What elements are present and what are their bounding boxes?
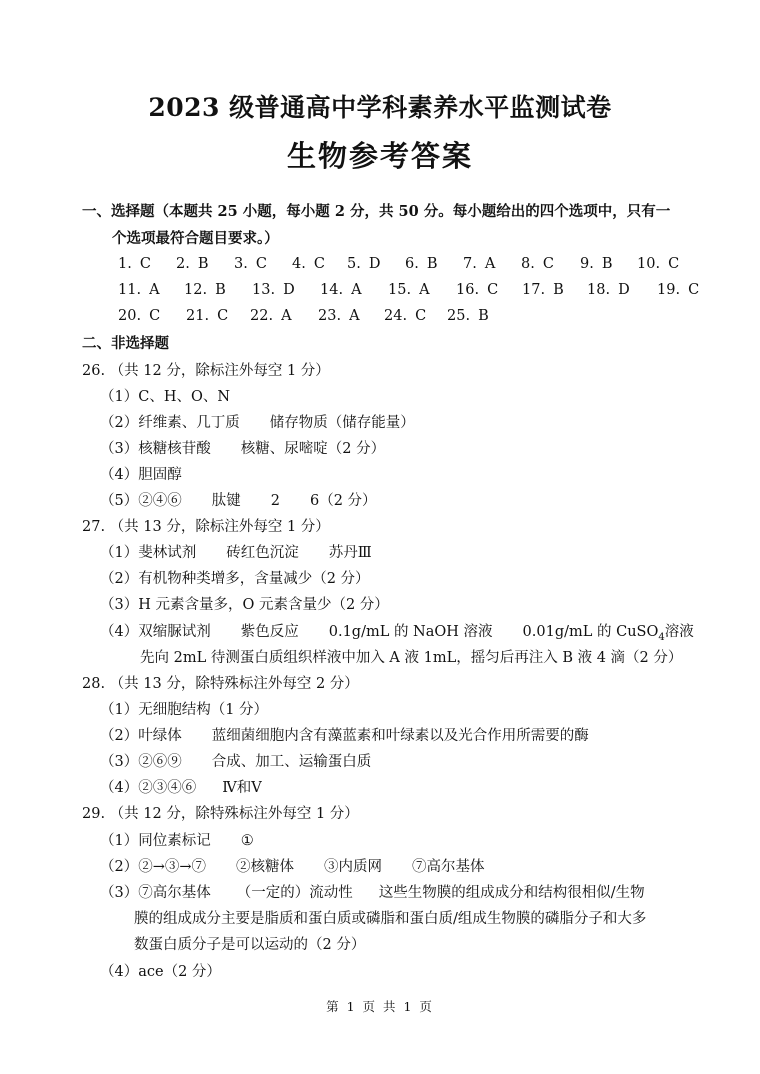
mc-question-number: 8. (521, 256, 535, 272)
mc-question-number: 11. (118, 282, 142, 298)
mc-answer-letter: C (217, 308, 229, 324)
mc-answer-letter: B (215, 282, 226, 298)
mc-answer-letter: C (139, 256, 151, 272)
mc-answer (637, 256, 679, 272)
q27-answer-4-cont: 先向 2mL 待测蛋白质组织样液中加入 A 液 1mL，摇匀后再注入 B 液 4 滴（2 分） (140, 650, 683, 666)
mc-question-number: 5. (347, 256, 361, 272)
mc-answer (186, 308, 228, 324)
mc-question-number: 10. (637, 256, 661, 272)
mc-answer (184, 282, 226, 298)
q28-answer-4: （4）②③④⑥ Ⅳ和Ⅴ (100, 780, 262, 796)
mc-answer-letter: A (281, 308, 292, 324)
mc-answer (384, 308, 426, 324)
mc-answer (347, 256, 380, 272)
q26-answer-5: （5）②④⑥ 肽键 2 6（2 分） (100, 493, 377, 509)
q29-answer-4: （4）ace（2 分） (100, 964, 221, 980)
mc-question-number: 9. (580, 256, 594, 272)
mc-answer-letter: C (149, 308, 161, 324)
mc-question-number: 15. (388, 282, 412, 298)
mc-answer-letter: D (618, 282, 630, 298)
q27-answer-3: （3）H 元素含量多，O 元素含量少（2 分） (100, 597, 389, 613)
q28-answer-2: （2）叶绿体 蓝细菌细胞内含有藻蓝素和叶绿素以及光合作用所需要的酶 (100, 728, 589, 744)
q28-header: 28. （共 13 分，除特殊标注外每空 2 分） (82, 676, 359, 692)
q27-answer-4: （4）双缩脲试剂 紫色反应 0.1g/mL 的 NaOH 溶液 0.01g/mL 的 CuSO$_4$溶液 (100, 624, 694, 643)
mc-answer (587, 282, 630, 298)
q29-answer-1: （1）同位素标记 ① (100, 833, 254, 849)
mc-question-number: 4. (292, 256, 306, 272)
mc-answer-letter: C (688, 282, 700, 298)
mc-question-number: 3. (234, 256, 248, 272)
mc-answer-letter: C (668, 256, 680, 272)
mc-question-number: 24. (384, 308, 408, 324)
mc-answer (118, 308, 160, 324)
mc-question-number: 20. (118, 308, 142, 324)
mc-answer-letter: B (426, 256, 438, 272)
q26-answer-4: （4）胆固醇 (100, 467, 182, 483)
mc-answer (118, 256, 151, 272)
mc-answer (405, 256, 438, 272)
q28-answer-1: （1）无细胞结构（1 分） (100, 702, 269, 718)
mc-answer-letter: C (415, 308, 427, 324)
mc-answer (388, 282, 430, 298)
mc-answer-letter: A (484, 256, 496, 272)
mc-question-number: 17. (522, 282, 546, 298)
q27-answer-2: （2）有机物种类增多，含量减少（2 分） (100, 571, 370, 587)
mc-question-number: 21. (186, 308, 210, 324)
mc-answer-letter: C (542, 256, 554, 272)
q27-answer-1: （1）斐林试剂 砖红色沉淀 苏丹Ⅲ (100, 545, 372, 561)
mc-answer-letter: B (197, 256, 209, 272)
mc-answer-letter: D (368, 256, 381, 272)
mc-answer-letter: D (283, 282, 295, 298)
mc-answer (234, 256, 267, 272)
q26-answer-3: （3）核糖核苷酸 核糖、尿嘧啶（2 分） (100, 441, 386, 457)
mc-question-number: 22. (250, 308, 274, 324)
mc-question-number: 23. (318, 308, 342, 324)
mc-answer (118, 282, 160, 298)
mc-answer-letter: C (313, 256, 325, 272)
q26-answer-2: （2）纤维素、几丁质 储存物质（储存能量） (100, 415, 415, 431)
mc-question-number: 2. (176, 256, 190, 272)
section1-heading-cont: 个选项最符合题目要求。） (112, 230, 279, 247)
mc-question-number: 19. (657, 282, 681, 298)
mc-answer-letter: C (255, 256, 267, 272)
mc-question-number: 1. (118, 256, 132, 272)
mc-answer (522, 282, 564, 298)
mc-answer-letter: B (553, 282, 564, 298)
mc-answer (657, 282, 699, 298)
mc-question-number: 6. (405, 256, 419, 272)
q29-answer-3: （3）⑦高尔基体 （一定的）流动性 这些生物膜的组成成分和结构很相似/生物 (100, 885, 645, 901)
mc-answer-letter: A (419, 282, 430, 298)
q28-answer-3: （3）②⑥⑨ 合成、加工、运输蛋白质 (100, 754, 372, 770)
q27-header: 27. （共 13 分，除标注外每空 1 分） (82, 519, 330, 535)
q29-answer-3-cont1: 膜的组成成分主要是脂质和蛋白质或磷脂和蛋白质/组成生物膜的磷脂分子和大多 (134, 911, 647, 927)
mc-question-number: 13. (252, 282, 276, 298)
q29-answer-3-cont2: 数蛋白质分子是可以运动的（2 分） (134, 937, 366, 953)
q29-header: 29. （共 12 分，除特殊标注外每空 1 分） (82, 806, 359, 822)
section1-heading: 一、选择题（本题共 25 小题，每小题 2 分，共 50 分。每小题给出的四个选项中，只有一 (82, 203, 671, 220)
mc-answer (463, 256, 495, 272)
mc-question-number: 25. (447, 308, 471, 324)
mc-question-number: 16. (456, 282, 480, 298)
mc-question-number: 18. (587, 282, 611, 298)
q26-answer-1: （1）C、H、O、N (100, 389, 231, 405)
mc-answer-letter: A (149, 282, 160, 298)
section2-heading: 二、非选择题 (82, 335, 169, 352)
mc-answer (252, 282, 295, 298)
mc-answer (292, 256, 325, 272)
answer-key-title: 生物参考答案 (286, 139, 473, 173)
mc-answer (320, 282, 362, 298)
mc-answer-letter: B (601, 256, 613, 272)
mc-answer (456, 282, 498, 298)
mc-answer-letter: C (487, 282, 499, 298)
mc-answer (447, 308, 489, 324)
mc-answer (580, 256, 613, 272)
mc-answer-letter: A (349, 308, 360, 324)
mc-answer (318, 308, 360, 324)
exam-title: 2023 级普通高中学科素养水平监测试卷 (148, 93, 612, 122)
mc-answer (250, 308, 292, 324)
mc-answer (521, 256, 554, 272)
page-footer: 第 1 页 共 1 页 (326, 999, 434, 1014)
mc-question-number: 7. (463, 256, 477, 272)
mc-answer-letter: A (351, 282, 362, 298)
mc-answer (176, 256, 209, 272)
q26-header: 26. （共 12 分，除标注外每空 1 分） (82, 363, 330, 379)
q29-answer-2: （2）②→③→⑦ ②核糖体 ③内质网 ⑦高尔基体 (100, 859, 485, 875)
mc-answer-letter: B (478, 308, 489, 324)
mc-question-number: 14. (320, 282, 344, 298)
mc-question-number: 12. (184, 282, 208, 298)
